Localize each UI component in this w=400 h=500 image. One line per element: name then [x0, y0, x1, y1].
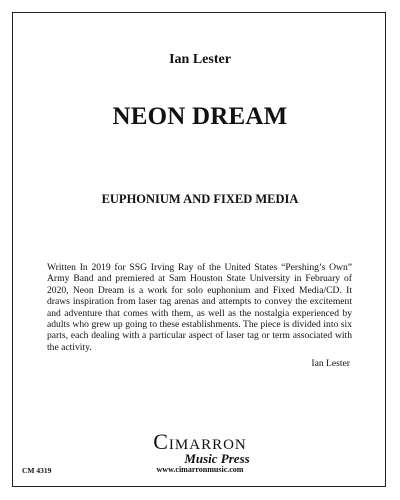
catalog-number: CM 4319: [22, 466, 52, 475]
page-border: [12, 12, 386, 487]
publisher-name: Cimarron: [153, 429, 247, 454]
instrumentation: EUPHONIUM AND FIXED MEDIA: [101, 192, 299, 206]
publisher-subtitle: Music Press: [184, 451, 250, 466]
program-note-signature: Ian Lester: [311, 358, 350, 369]
program-note: Written In 2019 for SSG Irving Ray of the United States “Pershing’s Own” Army Band and premiered at Sam Houston State University in February of 2020, Neon Dream is a work for solo euphonium and Fixed Media/CD. It draws inspiration from laser tag arenas and attempts to convey the excitement and adventure that comes with them, as well as the nostalgia experienced by adults who grew up going to these establishments. The piece is divided into six parts, each dealing with a particular aspect of laser tag or term associated with the activity.: [47, 262, 352, 353]
publisher-logo: [130, 429, 270, 475]
composer-name: Ian Lester: [169, 52, 231, 67]
publisher-website: www.cimarronmusic.com: [156, 465, 244, 474]
page-title: NEON DREAM: [112, 103, 288, 130]
